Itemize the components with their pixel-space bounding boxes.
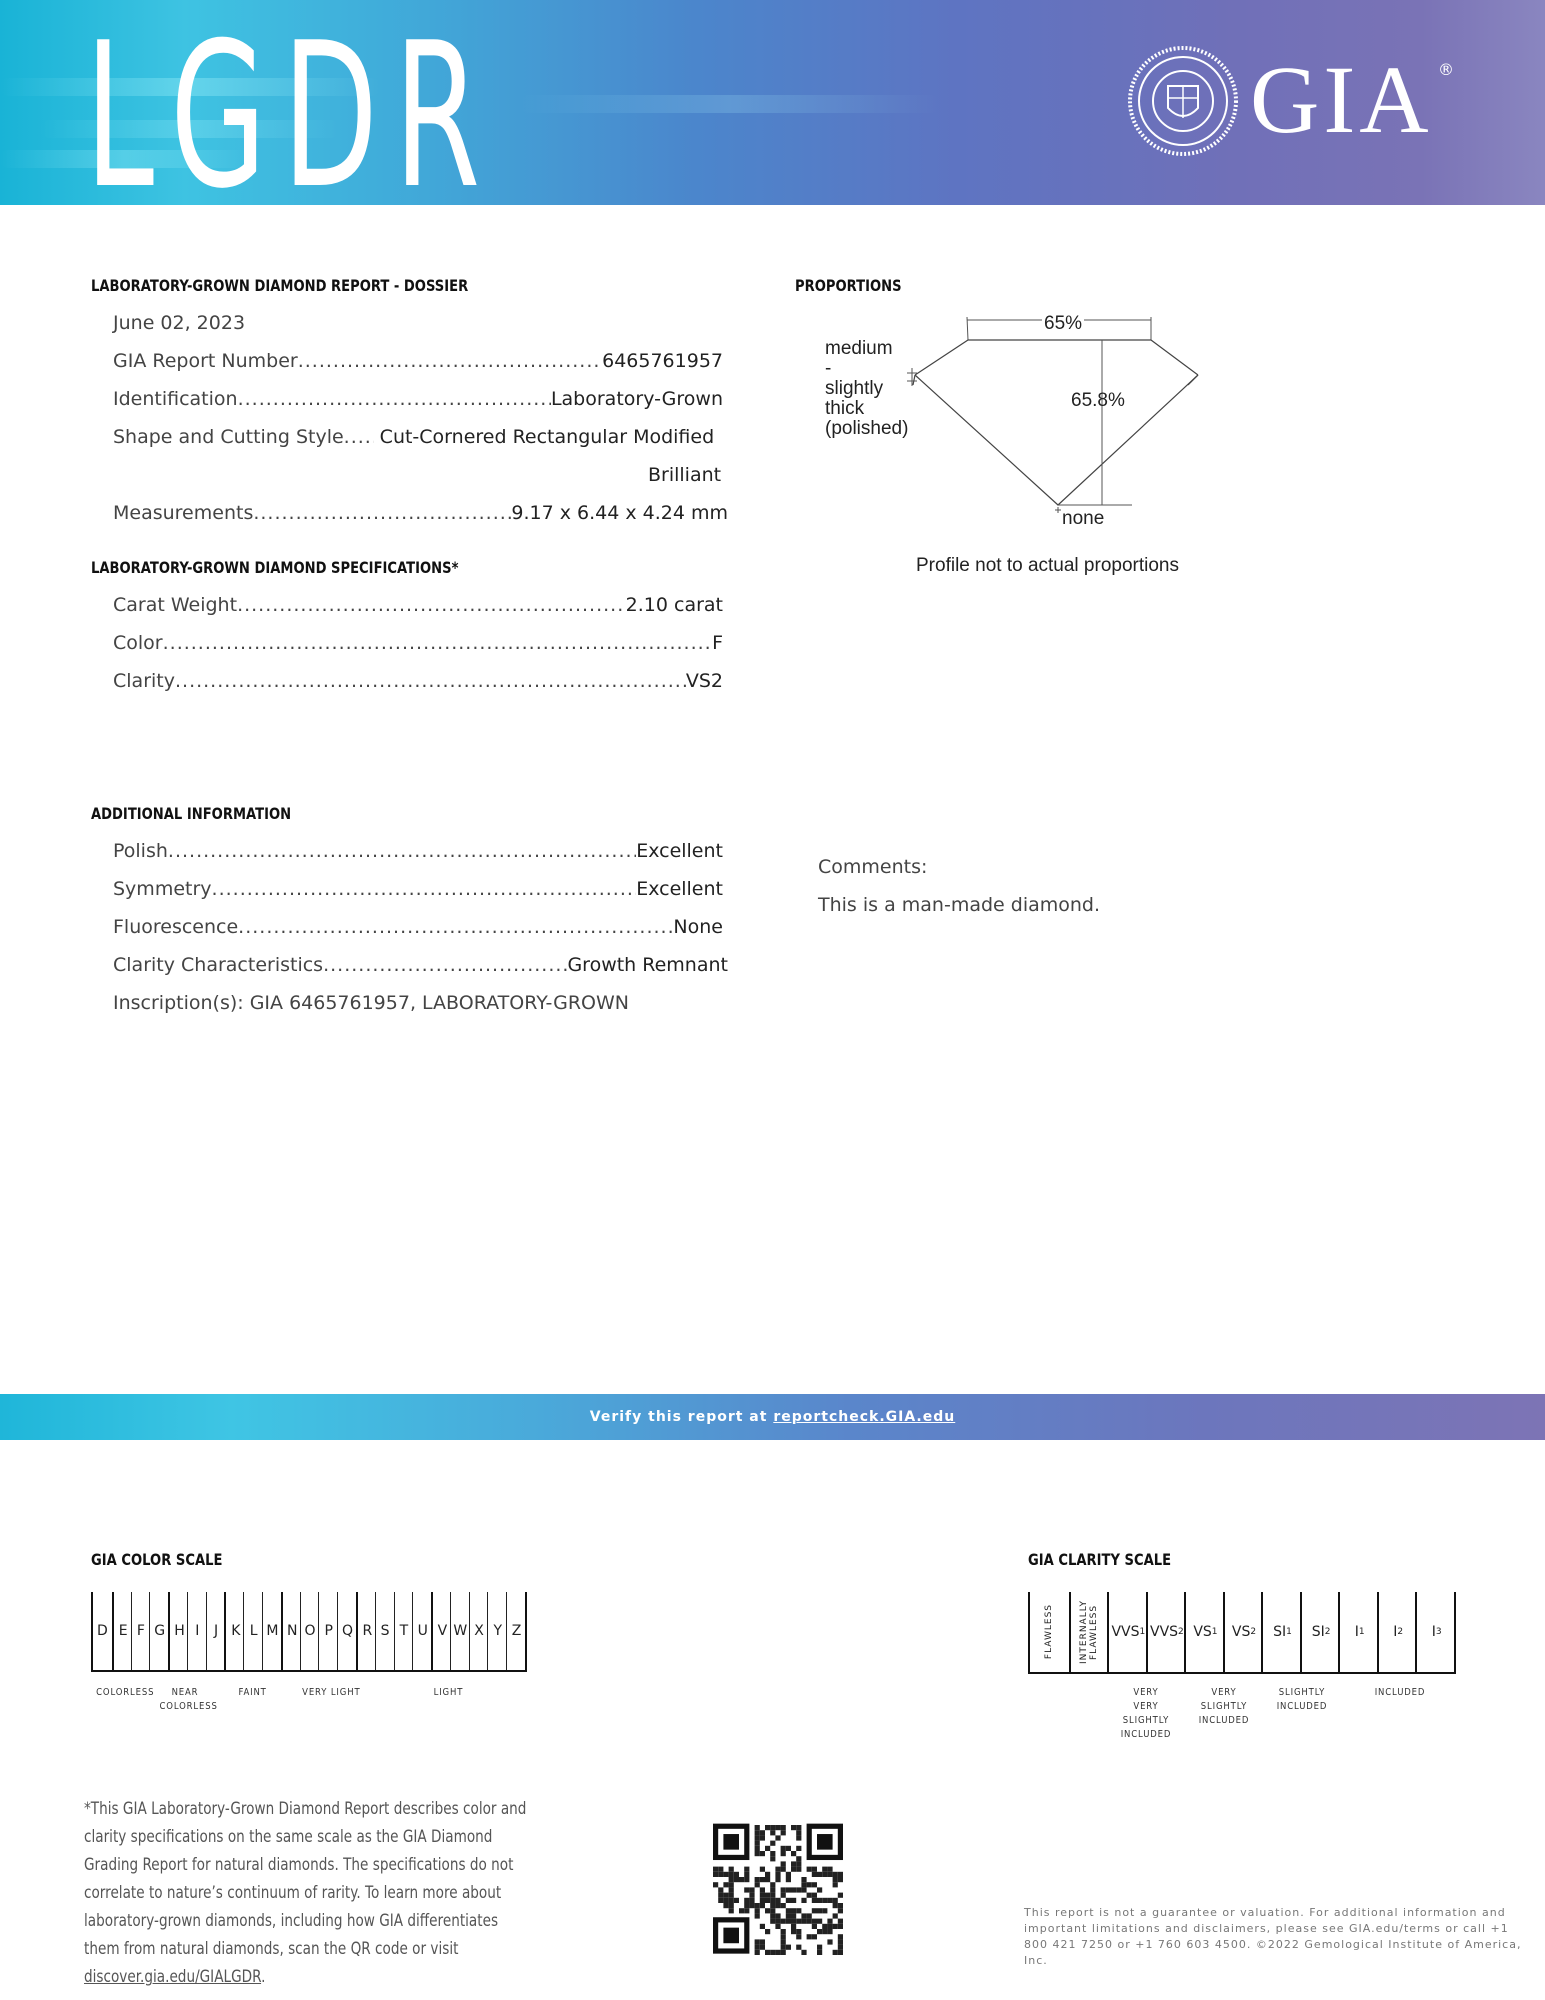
- disclaimer-text: *This GIA Laboratory-Grown Diamond Report describes color and clarity specifications on the same scale as the GIA Diamond Grading Report for natural diamonds. The specifications do not correlate to nature’s continuum of rarity. To learn more about laboratory-grown diamonds, including how GIA differentiates them from natural diamonds, scan the QR code or visit: [84, 1799, 527, 1959]
- row-label: Symmetry: [113, 878, 212, 900]
- culet-label: none: [1062, 508, 1105, 529]
- girdle-label-1: medium: [825, 338, 893, 359]
- color-grade-cell: V: [431, 1592, 452, 1670]
- row-value: 9.17 x 6.44 x 4.24 mm: [511, 502, 728, 524]
- gia-seal-icon: [1128, 46, 1238, 156]
- row-value: None: [673, 916, 723, 938]
- clarity-group-label: SLIGHTLY INCLUDED: [1276, 1687, 1328, 1712]
- registered-mark: ®: [1438, 60, 1454, 79]
- row-label: Color: [113, 632, 163, 654]
- polish-row: [113, 836, 723, 866]
- clarity-group-label: VERY VERY SLIGHTLY INCLUDED: [1120, 1687, 1172, 1740]
- color-scale-bar: [91, 1592, 527, 1672]
- qr-code-icon[interactable]: [713, 1820, 843, 1960]
- legal-disclaimer: This report is not a guarantee or valuation. For additional information and important limitations and disclaimers, please see GIA.edu/terms or call +1 800 421 7250 or +1 760 603 4500. ©2022 Gemological Institute of America, Inc.: [1024, 1906, 1522, 1967]
- row-value: Growth Remnant: [567, 954, 728, 976]
- color-scale-title: GIA COLOR SCALE: [91, 1550, 223, 1569]
- clarity-grade-cell: FLAWLESS: [1044, 1604, 1055, 1660]
- row-label: Carat Weight: [113, 594, 238, 616]
- clarity-grade-cell: INTERNALLY FLAWLESS: [1069, 1592, 1110, 1672]
- clarity-grade-cell: I 1: [1338, 1592, 1379, 1672]
- additional-section-title: ADDITIONAL INFORMATION: [91, 804, 292, 823]
- color-group-label: LIGHT: [433, 1687, 464, 1698]
- color-group-label: FAINT: [238, 1687, 267, 1698]
- measurements-row: [113, 498, 728, 528]
- color-grade-cell: N: [281, 1592, 302, 1670]
- color-group-label: COLORLESS: [96, 1687, 155, 1698]
- comments-text: This is a man-made diamond.: [818, 894, 1101, 916]
- report-type-title: LGDR: [85, 0, 497, 233]
- disclaimer: [84, 1795, 532, 1991]
- row-label: GIA Report Number: [113, 350, 298, 372]
- color-grade-cell: P: [318, 1592, 338, 1670]
- clarity-scale-title: GIA CLARITY SCALE: [1028, 1550, 1172, 1569]
- row-label: Clarity: [113, 670, 175, 692]
- specs-section-title: LABORATORY-GROWN DIAMOND SPECIFICATIONS*: [91, 558, 459, 577]
- color-grade-cell: O: [300, 1592, 320, 1670]
- clarity-grade-cell: I 3: [1415, 1592, 1456, 1672]
- row-value: Excellent: [636, 878, 723, 900]
- row-label: Polish: [113, 840, 168, 862]
- clarity-grade-cell: SI 1: [1261, 1592, 1302, 1672]
- color-grade-cell: I: [187, 1592, 207, 1670]
- shape-row: [113, 422, 723, 452]
- clarity-group-label: VERY SLIGHTLY INCLUDED: [1198, 1687, 1250, 1726]
- row-value: VS2: [685, 670, 723, 692]
- symmetry-row: [113, 874, 723, 904]
- verify-text: [0, 1394, 1545, 1440]
- report-number-row: [113, 346, 723, 376]
- color-grade-cell: M: [262, 1592, 282, 1670]
- color-grade-cell: E: [112, 1592, 133, 1670]
- color-grade-cell: R: [356, 1592, 377, 1670]
- proportions-note: Profile not to actual proportions: [916, 555, 1179, 576]
- row-label: Identification: [113, 388, 238, 410]
- color-grade-cell: F: [131, 1592, 151, 1670]
- row-value: 6465761957: [602, 350, 723, 372]
- verify-prefix: Verify this report at: [589, 1409, 774, 1425]
- color-grade-cell: T: [394, 1592, 414, 1670]
- color-grade-cell: G: [149, 1592, 169, 1670]
- row-label: Measurements: [113, 502, 254, 524]
- row-value: Laboratory-Grown: [550, 388, 723, 410]
- row-value: Excellent: [636, 840, 723, 862]
- color-grade-cell: L: [243, 1592, 263, 1670]
- color-grade-cell: K: [224, 1592, 245, 1670]
- disclaimer-end: .: [261, 1967, 266, 1987]
- proportions-section-title: PROPORTIONS: [795, 276, 902, 295]
- clarity-grade-cell: SI 2: [1300, 1592, 1341, 1672]
- row-label: Clarity Characteristics: [113, 954, 324, 976]
- color-grade-cell: S: [375, 1592, 395, 1670]
- clarity-grade-cell: I 2: [1377, 1592, 1418, 1672]
- report-section-title: LABORATORY-GROWN DIAMOND REPORT - DOSSIER: [91, 276, 469, 295]
- color-group-label: NEAR COLORLESS: [159, 1687, 218, 1712]
- row-label: Fluorescence: [113, 916, 239, 938]
- clarity-grade-cell: VVS 2: [1146, 1592, 1187, 1672]
- girdle-label-4: thick: [825, 398, 865, 419]
- color-group-label: VERY LIGHT: [302, 1687, 361, 1698]
- girdle-label-2: -: [825, 358, 832, 379]
- color-grade-cell: D: [97, 1623, 108, 1639]
- clarity-grade-cell: VS 1: [1184, 1592, 1225, 1672]
- gia-logo: GIA: [1250, 46, 1433, 153]
- carat-row: [113, 590, 723, 620]
- color-grade-cell: Z: [506, 1592, 526, 1670]
- disclaimer-link[interactable]: discover.gia.edu/GIALGDR: [84, 1967, 262, 1987]
- girdle-label-3: slightly: [825, 378, 884, 399]
- comments-label: Comments:: [818, 856, 928, 878]
- clarity-grade-cell: VVS 1: [1107, 1592, 1148, 1672]
- color-grade-cell: Q: [337, 1592, 357, 1670]
- color-grade-cell: J: [206, 1592, 226, 1670]
- row-label: Shape and Cutting Style: [113, 426, 344, 448]
- clarity-row: [113, 666, 723, 696]
- inscription: Inscription(s): GIA 6465761957, LABORATORY-GROWN: [113, 992, 629, 1014]
- clarity-grade-cell: VS 2: [1223, 1592, 1264, 1672]
- depth-percentage: 65.8%: [1071, 390, 1125, 411]
- clarity-characteristics-row: [113, 950, 728, 980]
- table-percentage: 65%: [1044, 313, 1083, 334]
- clarity-group-label: INCLUDED: [1374, 1687, 1426, 1698]
- verify-link[interactable]: reportcheck.GIA.edu: [773, 1409, 956, 1425]
- color-grade-cell: H: [168, 1592, 189, 1670]
- color-grade-cell: X: [469, 1592, 489, 1670]
- girdle-label-5: (polished): [825, 418, 909, 439]
- report-date: June 02, 2023: [113, 312, 246, 334]
- clarity-scale-bar: [1028, 1592, 1456, 1674]
- fluorescence-row: [113, 912, 723, 942]
- identification-row: [113, 384, 723, 414]
- row-value: 2.10 carat: [625, 594, 723, 616]
- row-value: Cut-Cornered Rectangular Modified: [379, 426, 715, 448]
- color-row: [113, 628, 723, 658]
- color-grade-cell: U: [412, 1592, 432, 1670]
- row-value: F: [712, 632, 723, 654]
- color-grade-cell: Y: [487, 1592, 507, 1670]
- shape-continuation: Brilliant: [648, 464, 722, 486]
- color-grade-cell: W: [450, 1592, 470, 1670]
